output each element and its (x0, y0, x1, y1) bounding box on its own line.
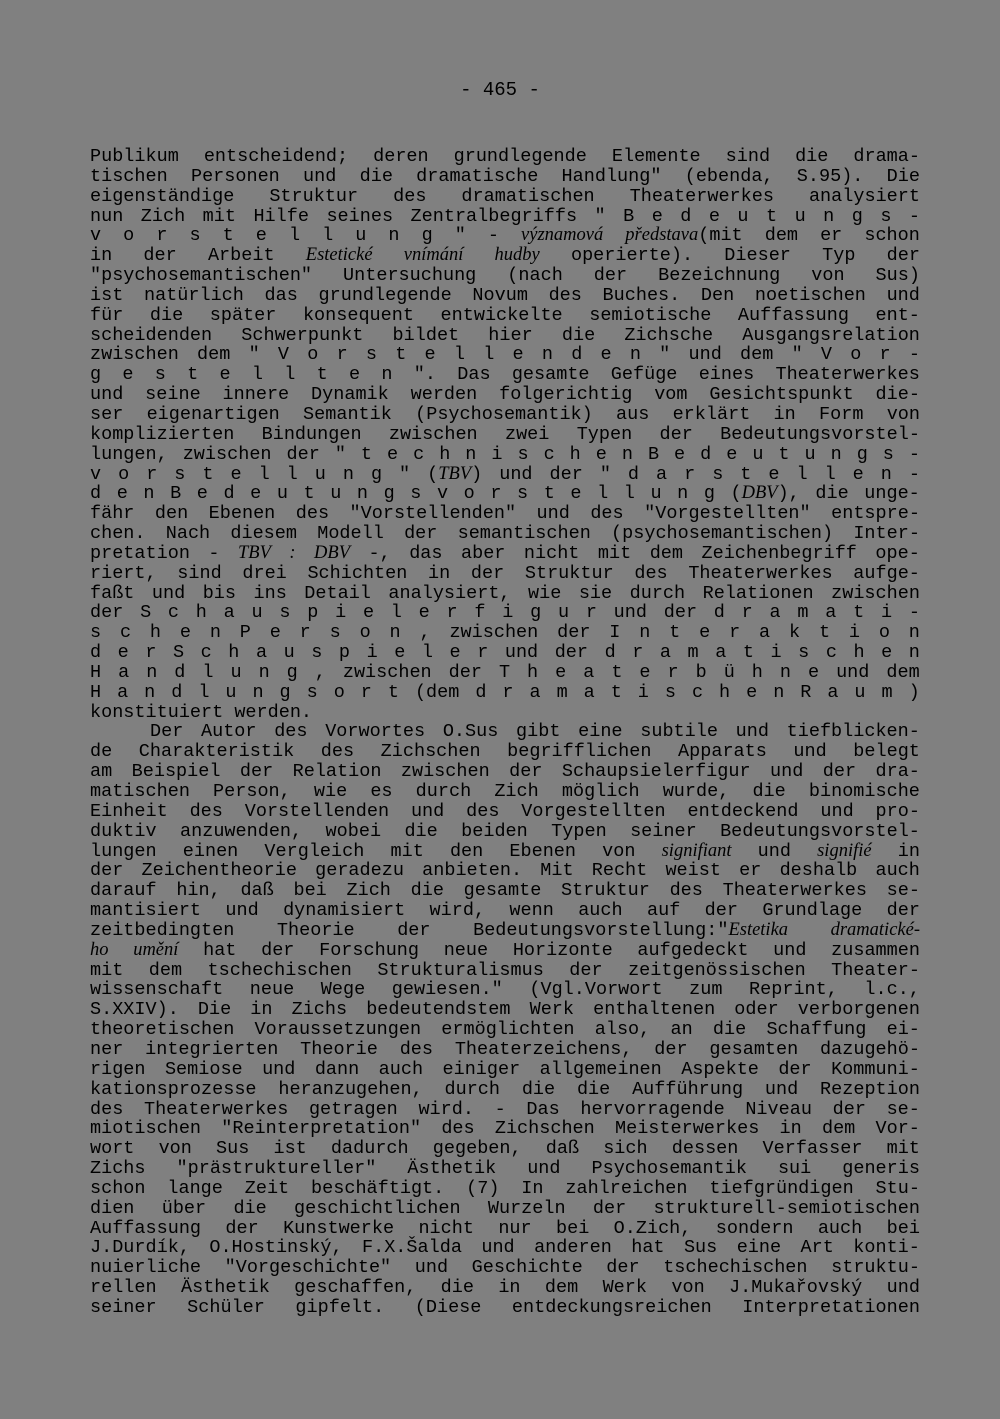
page-number: - 465 - (460, 79, 540, 101)
text-line: "psychosemantischen" Untersuchung (nach der Bezeichnung von Sus) (90, 265, 920, 287)
text-line: mit dem tschechischen Strukturalismus der zeitgenössischen Theater- (90, 959, 920, 981)
text-line: Einheit des Vorstellenden und des Vorgestellten entdeckend und pro- (90, 800, 920, 822)
text-line: d e r S c h a u s p i e l e r und der d r a m a t i s c h e n (90, 642, 920, 664)
text-line: duktiv anzuwenden, wobei die beiden Typen seiner Bedeutungsvorstel- (90, 820, 920, 842)
text-line: darauf hin, daß bei Zich die gesamte Struktur des Theaterwerkes se- (90, 880, 920, 902)
text-line: H a n d l u n g s o r t (dem d r a m a t i s c h e n R a u m ) (90, 681, 920, 703)
text-line: lungen einen Vergleich mit den Ebenen von signifiant und signifié in (90, 840, 920, 862)
text-line: mantisiert und dynamisiert wird, wenn auch auf der Grundlage der (90, 900, 920, 922)
text-line: der S c h a u s p i e l e r f i g u r und der d r a m a t i - (90, 602, 920, 624)
text-line: riert, sind drei Schichten in der Struktur des Theaterwerkes aufge- (90, 562, 920, 584)
text-line: des Theaterwerkes getragen wird. - Das hervorragende Niveau der se- (90, 1098, 920, 1120)
text-line: lungen, zwischen der " t e c h n i s c h e n B e d e u t u n g s - (90, 443, 920, 465)
text-line: S.XXIV). Die in Zichs bedeutendstem Werk enthaltenen oder verborgenen (90, 999, 920, 1021)
text-line: zwischen dem " V o r s t e l l e n d e n " und dem " V o r - (90, 344, 920, 366)
text-line: in der Arbeit Estetické vnímání hudby operierte). Dieser Typ der (90, 245, 920, 267)
text-line: g e s t e l l t e n ". Das gesamte Gefüge eines Theaterwerkes (90, 364, 920, 386)
text-line: schon lange Zeit beschäftigt. (7) In zahlreichen tiefgründigen Stu- (90, 1177, 920, 1199)
text-line: Publikum entscheidend; deren grundlegende Elemente sind die drama- (90, 146, 920, 167)
text-line: zeitbedingten Theorie der Bedeutungsvorstellung:"Estetika dramatické- (90, 919, 920, 941)
text-line: wissenschaft neue Wege gewiesen." (Vgl.Vorwort zum Reprint, l.c., (90, 979, 920, 1001)
text-line: pretation - TBV : DBV -, das aber nicht mit dem Zeichenbegriff ope- (90, 542, 920, 564)
text-line: chen. Nach diesem Modell der semantischen (psychosemantischen) Inter- (90, 523, 920, 545)
text-line: rigen Semiose und dann auch einiger allgemeinen Aspekte der Kommuni- (90, 1058, 920, 1080)
text-line: Zichs "prästruktureller" Ästhetik und Psychosemantik sui generis (90, 1158, 920, 1180)
text-line: J.Durdík, O.Hostinský, F.X.Šalda und anderen hat Sus eine Art konti- (90, 1237, 920, 1259)
text-line: v o r s t e l l u n g " (TBV) und der " d a r s t e l l e n - (90, 463, 920, 485)
text-line: fähr den Ebenen des "Vorstellenden" und des "Vorgestellten" entspre- (90, 503, 920, 525)
text-line: de Charakteristik des Zichschen begrifflichen Apparats und belegt (90, 741, 920, 763)
text-line: seiner Schüler gipfelt. (Diese entdeckungsreichen Interpretationen (90, 1296, 920, 1318)
text-line: kationsprozesse heranzugehen, durch die die Aufführung und Rezeption (90, 1078, 920, 1100)
text-line: H a n d l u n g , zwischen der T h e a t e r b ü h n e und dem (90, 661, 920, 683)
text-line: tischen Personen und die dramatische Handlung" (ebenda, S.95). Die (90, 165, 920, 187)
text-line: nuierliche "Vorgeschichte" und Geschichte der tschechischen struktu- (90, 1257, 920, 1279)
text-line: ho umění hat der Forschung neue Horizonte aufgedeckt und zusammen (90, 939, 920, 961)
text-line: dien über die geschichtlichen Wurzeln der strukturell-semiotischen (90, 1197, 920, 1219)
text-line: d e n B e d e u t u n g s v o r s t e l l u n g (DBV), die unge- (90, 483, 920, 505)
text-line: faßt und bis ins Detail analysiert, wie sie durch Relationen zwischen (90, 582, 920, 604)
text-line: nun Zich mit Hilfe seines Zentralbegriffs " B e d e u t u n g s - (90, 205, 920, 227)
text-line: und seine innere Dynamik werden folgerichtig vom Gesichtspunkt die- (90, 384, 920, 406)
text-line: miotischen "Reinterpretation" des Zichschen Meisterwerkes in dem Vor- (90, 1118, 920, 1140)
text-line: konstituiert werden. (90, 701, 313, 723)
text-line: theoretischen Voraussetzungen ermöglichten also, an die Schaffung ei- (90, 1019, 920, 1041)
text-line: der Zeichentheorie geradezu anbieten. Mit Recht weist er deshalb auch (90, 860, 920, 882)
text-line: v o r s t e l l u n g " - významová představa(mit dem er schon (90, 225, 920, 247)
text-line: am Beispiel der Relation zwischen der Schaupsielerfigur und der dra- (90, 761, 920, 783)
text-line: matischen Person, wie es durch Zich möglich wurde, die binomische (90, 781, 920, 802)
text-line: ist natürlich das grundlegende Novum des Buches. Den noetischen und (90, 284, 920, 306)
text-line: für die später konsequent entwickelte semiotische Auffassung ent- (90, 304, 920, 326)
text-line: wort von Sus ist dadurch gegeben, daß sich dessen Verfasser mit (90, 1138, 920, 1160)
body-text (90, 147, 920, 1318)
text-line: ner integrierten Theorie des Theaterzeichens, der gesamten dazugehö- (90, 1038, 920, 1060)
text-line: eigenständige Struktur des dramatischen Theaterwerkes analysiert (90, 185, 920, 207)
text-line: ser eigenartigen Semantik (Psychosemantik) aus erklärt in Form von (90, 403, 920, 425)
text-line: rellen Ästhetik geschaffen, die in dem Werk von J.Mukařovský und (90, 1277, 920, 1299)
text-line: komplizierten Bindungen zwischen zwei Typen der Bedeutungsvorstel- (90, 423, 920, 445)
text-line: Auffassung der Kunstwerke nicht nur bei O.Zich, sondern auch bei (90, 1217, 920, 1239)
text-line: Der Autor des Vorwortes O.Sus gibt eine subtile und tiefblicken- (150, 721, 920, 743)
text-line: s c h e n P e r s o n , zwischen der I n t e r a k t i o n (90, 622, 920, 644)
text-line: scheidenden Schwerpunkt bildet hier die Zichsche Ausgangsrelation (90, 324, 920, 346)
